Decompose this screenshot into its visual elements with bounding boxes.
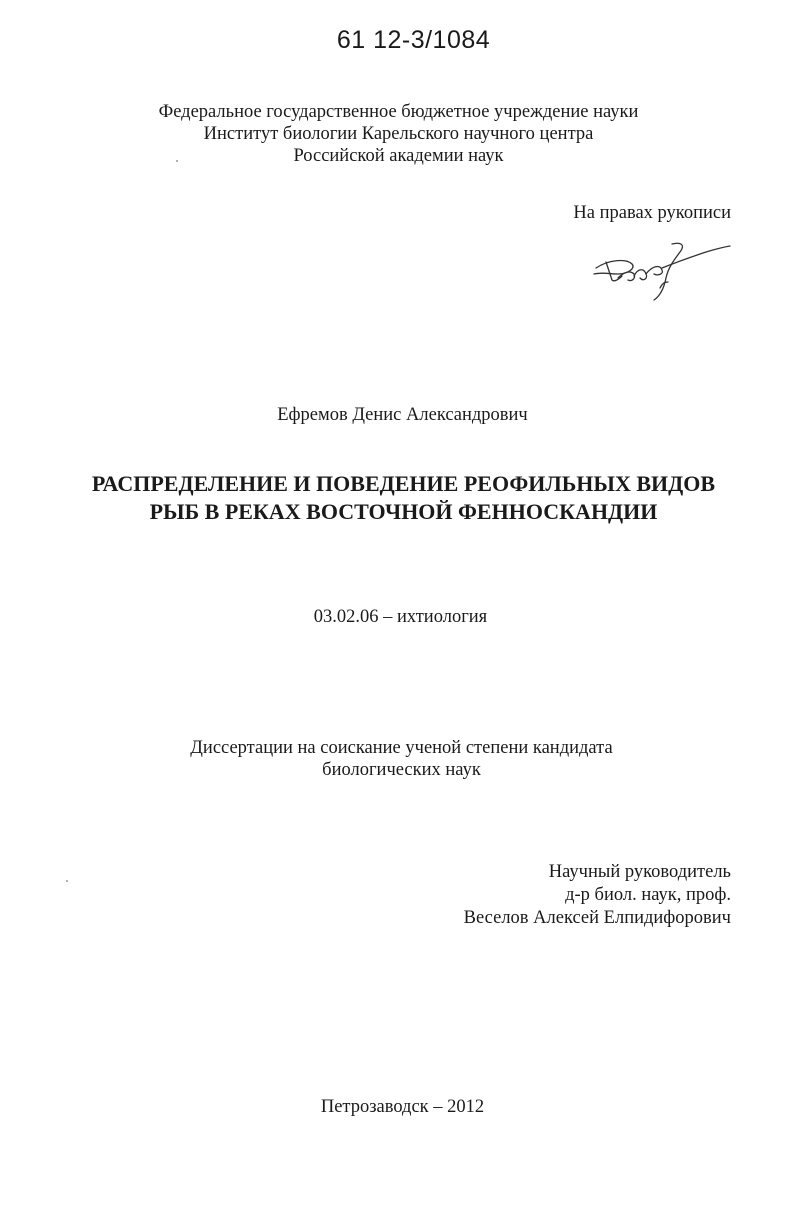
degree-line-1: Диссертации на соискание ученой степени кандидата xyxy=(190,738,613,758)
specialty-code: 03.02.06 – ихтиология xyxy=(313,607,488,627)
supervisor-name: Веселов Алексей Елпидифорович xyxy=(463,908,731,928)
degree-statement xyxy=(0,737,797,781)
institution-line-2: Институт биологии Карельского научного центра xyxy=(203,124,594,144)
supervisor-block xyxy=(464,861,731,930)
title-line-2: РЫБ В РЕКАХ ВОСТОЧНОЙ ФЕННОСКАНДИИ xyxy=(149,499,658,524)
scan-speck xyxy=(176,160,178,162)
city-year: Петрозаводск – 2012 xyxy=(320,1097,485,1117)
supervisor-role: Научный руководитель xyxy=(548,862,731,882)
author-name: Ефремов Денис Александрович xyxy=(277,405,528,425)
handwritten-signature xyxy=(588,238,738,308)
rights-notice: На правах рукописи xyxy=(573,203,731,223)
dissertation-title xyxy=(0,470,797,526)
degree-line-2: биологических наук xyxy=(322,760,481,780)
institution-block xyxy=(0,101,797,167)
archive-number: 61 12-3/1084 xyxy=(336,26,491,54)
supervisor-credentials: д-р биол. наук, проф. xyxy=(565,885,731,905)
institution-line-1: Федеральное государственное бюджетное учреждение науки xyxy=(158,102,639,122)
title-line-1: РАСПРЕДЕЛЕНИЕ И ПОВЕДЕНИЕ РЕОФИЛЬНЫХ ВИДОВ xyxy=(91,471,716,496)
institution-line-3: Российской академии наук xyxy=(293,146,504,166)
scan-speck xyxy=(66,880,68,882)
